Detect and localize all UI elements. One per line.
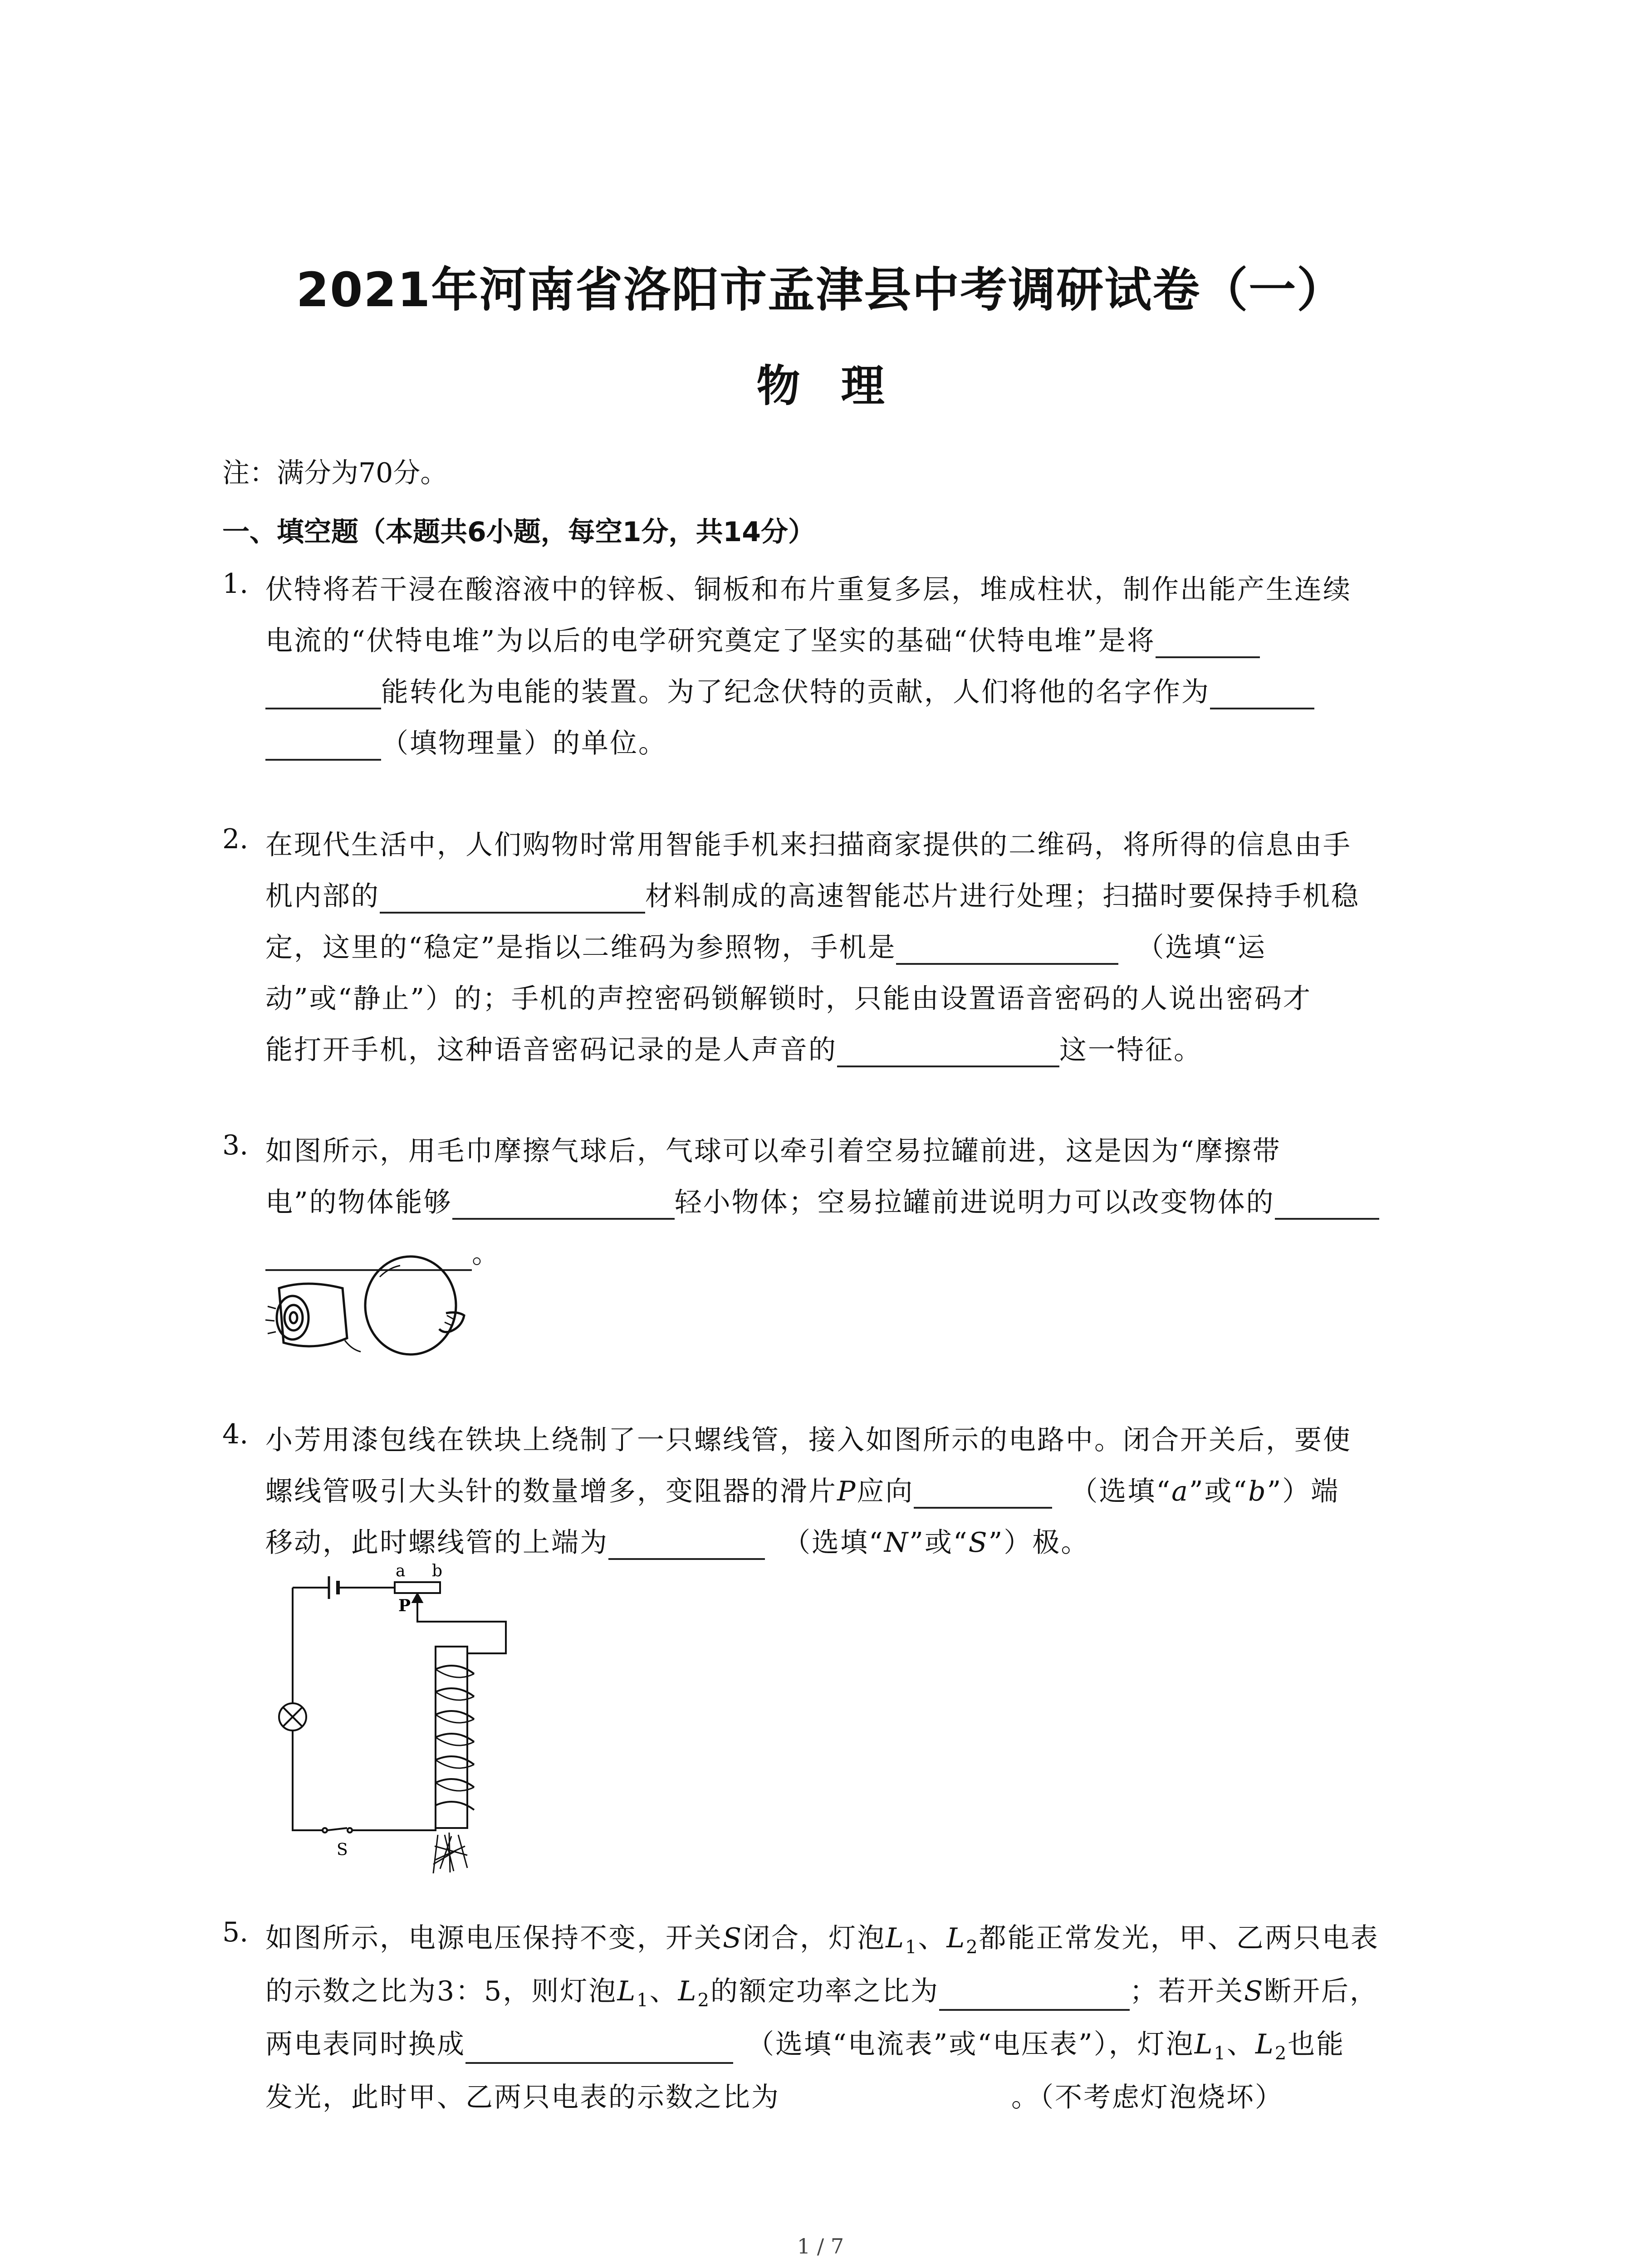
q1-line2 xyxy=(265,619,1260,658)
q5-line4b: 。（不考虑灯泡烧坏） xyxy=(1011,2082,1283,2113)
q4-line3a: 移动，此时螺线管的上端为 xyxy=(265,1527,608,1559)
q2-line3 xyxy=(265,926,1266,965)
balloon-can-figure xyxy=(261,1252,474,1365)
q2-blank2[interactable] xyxy=(896,934,1118,965)
solenoid-circuit-figure xyxy=(254,1560,535,1873)
q5-line3b: （选填“电流表”或“电压表”），灯泡 xyxy=(747,2028,1195,2060)
q5-line2d: 断开后， xyxy=(1264,1975,1379,2007)
q3-line2b: 轻小物体；空易拉罐前进说明力可以改变物体的 xyxy=(674,1187,1275,1218)
q2-number: 2. xyxy=(222,823,249,855)
q2-blank3[interactable] xyxy=(837,1036,1059,1067)
q5-line4a: 发光，此时甲、乙两只电表的示数之比为 xyxy=(265,2082,780,2113)
slider-label-p: P xyxy=(398,1596,411,1615)
q5-var-l1b: L xyxy=(617,1975,637,2007)
q1-blank1[interactable] xyxy=(1156,627,1260,658)
q4-number: 4. xyxy=(222,1418,249,1450)
q5-blank2[interactable] xyxy=(465,2033,733,2064)
q5-line1b: 闭合，灯泡 xyxy=(743,1922,886,1954)
q2-blank1[interactable] xyxy=(380,883,645,914)
q5-sub1c: 1 xyxy=(1214,2043,1227,2064)
q2-line2a: 机内部的 xyxy=(265,880,380,912)
q5-line2 xyxy=(265,1970,1378,2011)
q5-line2c: ；若开关 xyxy=(1129,1975,1244,2007)
q5-var-l1: L xyxy=(886,1922,905,1954)
q5-sub2c: 2 xyxy=(1274,2043,1288,2064)
exam-title: 2021年河南省洛阳市孟津县中考调研试卷（一） xyxy=(296,262,1345,318)
q5-var-l2: L xyxy=(946,1922,966,1954)
q1-number: 1. xyxy=(222,568,249,600)
q1-line3 xyxy=(265,670,1314,709)
q5-var-l2c: L xyxy=(1255,2028,1275,2060)
q4-line3b: （选填“ xyxy=(783,1527,884,1559)
q4-var-a: a xyxy=(1171,1476,1189,1507)
page-number: 1 / 7 xyxy=(797,2234,844,2258)
q4-blank1[interactable] xyxy=(914,1478,1052,1509)
q3-blank2[interactable] xyxy=(1275,1189,1379,1220)
section-heading: 一、填空题（本题共6小题，每空1分，共14分） xyxy=(222,516,815,548)
q1-line4-text: （填物理量）的单位。 xyxy=(381,728,667,759)
q5-sep2: 、 xyxy=(649,1975,678,2007)
q1-line3-text: 能转化为电能的装置。为了纪念伏特的贡献，人们将他的名字作为 xyxy=(381,676,1210,708)
q4-line3c: ”或“ xyxy=(909,1527,969,1559)
q5-var-s1: S xyxy=(723,1922,743,1954)
q3-line2a: 电”的物体能够 xyxy=(265,1187,452,1218)
q4-line3 xyxy=(265,1521,1089,1560)
q5-line1a: 如图所示，电源电压保持不变，开关 xyxy=(265,1922,723,1954)
subject-title: 物理 xyxy=(756,361,926,411)
q2-line2 xyxy=(265,875,1360,914)
q1-line4 xyxy=(265,722,667,761)
q5-var-s2: S xyxy=(1244,1975,1264,2007)
q5-line2a: 的示数之比为3：5，则灯泡 xyxy=(265,1975,617,2007)
q4-line1: 小芳用漆包线在铁块上绕制了一只螺线管，接入如图所示的电路中。闭合开关后，要使 xyxy=(265,1424,1352,1456)
rheostat-label-a: a xyxy=(396,1562,406,1580)
q4-line2d: ”或“ xyxy=(1189,1476,1249,1507)
q1-line2-text: 电流的“伏特电堆”为以后的电学研究奠定了坚实的基础“伏特电堆”是将 xyxy=(265,625,1156,657)
q3-line1: 如图所示，用毛巾摩擦气球后，气球可以牵引着空易拉罐前进，这是因为“摩擦带 xyxy=(265,1135,1281,1167)
q5-sub1: 1 xyxy=(905,1937,918,1958)
q1-blank2-cont[interactable] xyxy=(265,730,381,761)
q4-var-b: b xyxy=(1248,1476,1267,1507)
q4-var-n: N xyxy=(884,1527,910,1559)
q4-var-p: P xyxy=(837,1476,857,1507)
q4-line2c: （选填“ xyxy=(1070,1476,1172,1507)
q4-var-s: S xyxy=(968,1527,989,1559)
q5-line3c: 也能 xyxy=(1288,2028,1345,2060)
score-note: 注：满分为70分。 xyxy=(222,457,448,489)
q3-blank1[interactable] xyxy=(452,1189,675,1220)
q4-line2b: 应向 xyxy=(857,1476,914,1507)
q5-sep3: 、 xyxy=(1227,2028,1255,2060)
q2-line4: 动”或“静止”）的；手机的声控密码锁解锁时，只能由设置语音密码的人说出密码才 xyxy=(265,983,1312,1015)
rheostat-label-b: b xyxy=(432,1562,443,1580)
q5-sub2b: 2 xyxy=(697,1990,710,2011)
q4-line2e: ”）端 xyxy=(1267,1476,1340,1507)
q5-sub2: 2 xyxy=(966,1937,979,1958)
q2-line2b: 材料制成的高速智能芯片进行处理；扫描时要保持手机稳 xyxy=(645,880,1360,912)
switch-label-s: S xyxy=(337,1841,348,1859)
q5-number: 5. xyxy=(222,1916,249,1948)
q5-var-l2b: L xyxy=(678,1975,698,2007)
q1-blank1-cont[interactable] xyxy=(265,679,381,709)
q2-line5a: 能打开手机，这种语音密码记录的是人声音的 xyxy=(265,1034,837,1066)
q4-blank2[interactable] xyxy=(608,1529,765,1560)
q2-line5b: 这一特征。 xyxy=(1059,1034,1202,1066)
q2-line3a: 定，这里的“稳定”是指以二维码为参照物，手机是 xyxy=(265,932,896,963)
q5-sub1b: 1 xyxy=(637,1990,650,2011)
q2-line5 xyxy=(265,1028,1202,1067)
q4-line2 xyxy=(265,1470,1339,1509)
q5-var-l1c: L xyxy=(1194,2028,1214,2060)
q2-line1: 在现代生活中，人们购物时常用智能手机来扫描商家提供的二维码，将所得的信息由手 xyxy=(265,829,1352,861)
q3-line3-text: 。 xyxy=(472,1238,500,1270)
q1-blank2[interactable] xyxy=(1210,679,1314,709)
q4-line3d: ”）极。 xyxy=(988,1527,1090,1559)
q4-line2a: 螺线管吸引大头针的数量增多，变阻器的滑片 xyxy=(265,1476,837,1507)
q5-line1c: 都能正常发光，甲、乙两只电表 xyxy=(979,1922,1379,1954)
q5-line2b: 的额定功率之比为 xyxy=(710,1975,939,2007)
q5-line3 xyxy=(265,2023,1345,2064)
q5-line1 xyxy=(265,1916,1379,1958)
q5-blank1[interactable] xyxy=(939,1980,1130,2011)
q5-line4 xyxy=(265,2076,1283,2115)
q5-sep1: 、 xyxy=(918,1922,947,1954)
q1-line1: 伏特将若干浸在酸溶液中的锌板、铜板和布片重复多层，堆成柱状，制作出能产生连续 xyxy=(265,574,1352,606)
q3-number: 3. xyxy=(222,1129,249,1161)
q3-line2 xyxy=(265,1181,1379,1220)
q5-line3a: 两电表同时换成 xyxy=(265,2028,465,2060)
q2-line3b: （选填“运 xyxy=(1136,932,1267,963)
